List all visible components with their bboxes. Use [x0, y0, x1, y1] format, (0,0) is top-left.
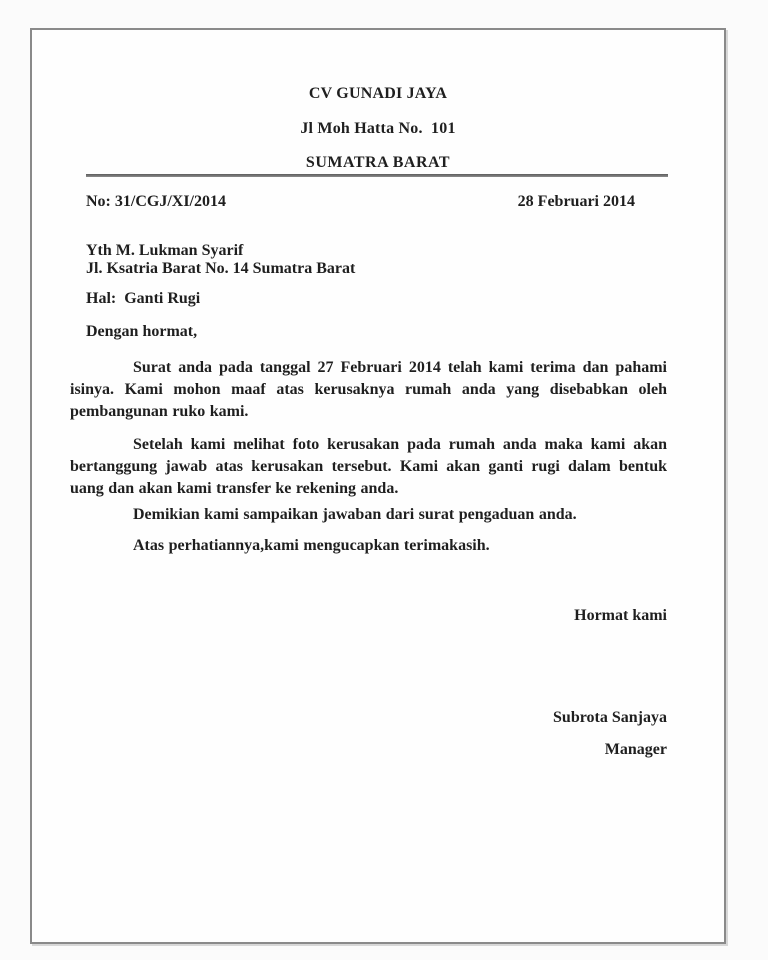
body-paragraph-4: Atas perhatiannya,kami mengucapkan terimakasih. — [133, 537, 490, 554]
reference-row — [86, 192, 668, 212]
header-divider — [86, 174, 668, 177]
letter-page — [30, 28, 726, 944]
closing-salutation: Hormat kami — [574, 607, 667, 624]
recipient-name: Yth M. Lukman Syarif — [86, 242, 244, 259]
salutation-line: Dengan hormat, — [86, 323, 198, 340]
recipient-address: Jl. Ksatria Barat No. 14 Sumatra Barat — [86, 260, 356, 277]
signer-name: Subrota Sanjaya — [553, 709, 667, 726]
body-paragraph-1: Surat anda pada tanggal 27 Februari 2014 telah kami terima dan pahami isinya. Kami mohon maaf atas kerusaknya rumah anda yang disebabkan oleh pembangunan ruko kami. — [70, 359, 667, 420]
recipient-block — [86, 242, 668, 278]
body-paragraph-3: Demikian kami sampaikan jawaban dari surat pengaduan anda. — [133, 506, 577, 523]
signer-title: Manager — [604, 741, 667, 758]
closing-block — [32, 605, 667, 761]
company-address: Jl Moh Hatta No. 101 — [300, 120, 456, 137]
letter-number: No: 31/CGJ/XI/2014 — [86, 193, 226, 210]
letter-date: 28 Februari 2014 — [517, 193, 635, 210]
company-name: CV GUNADI JAYA — [308, 85, 448, 102]
subject-line: Hal: Ganti Rugi — [86, 290, 201, 307]
company-region: SUMATRA BARAT — [305, 154, 451, 171]
body-paragraph-2: Setelah kami melihat foto kerusakan pada rumah anda maka kami akan bertanggung jawab atas kerusakan tersebut. Kami akan ganti rugi dalam bentuk uang dan akan kami transfer ke rekening anda. — [70, 436, 667, 497]
